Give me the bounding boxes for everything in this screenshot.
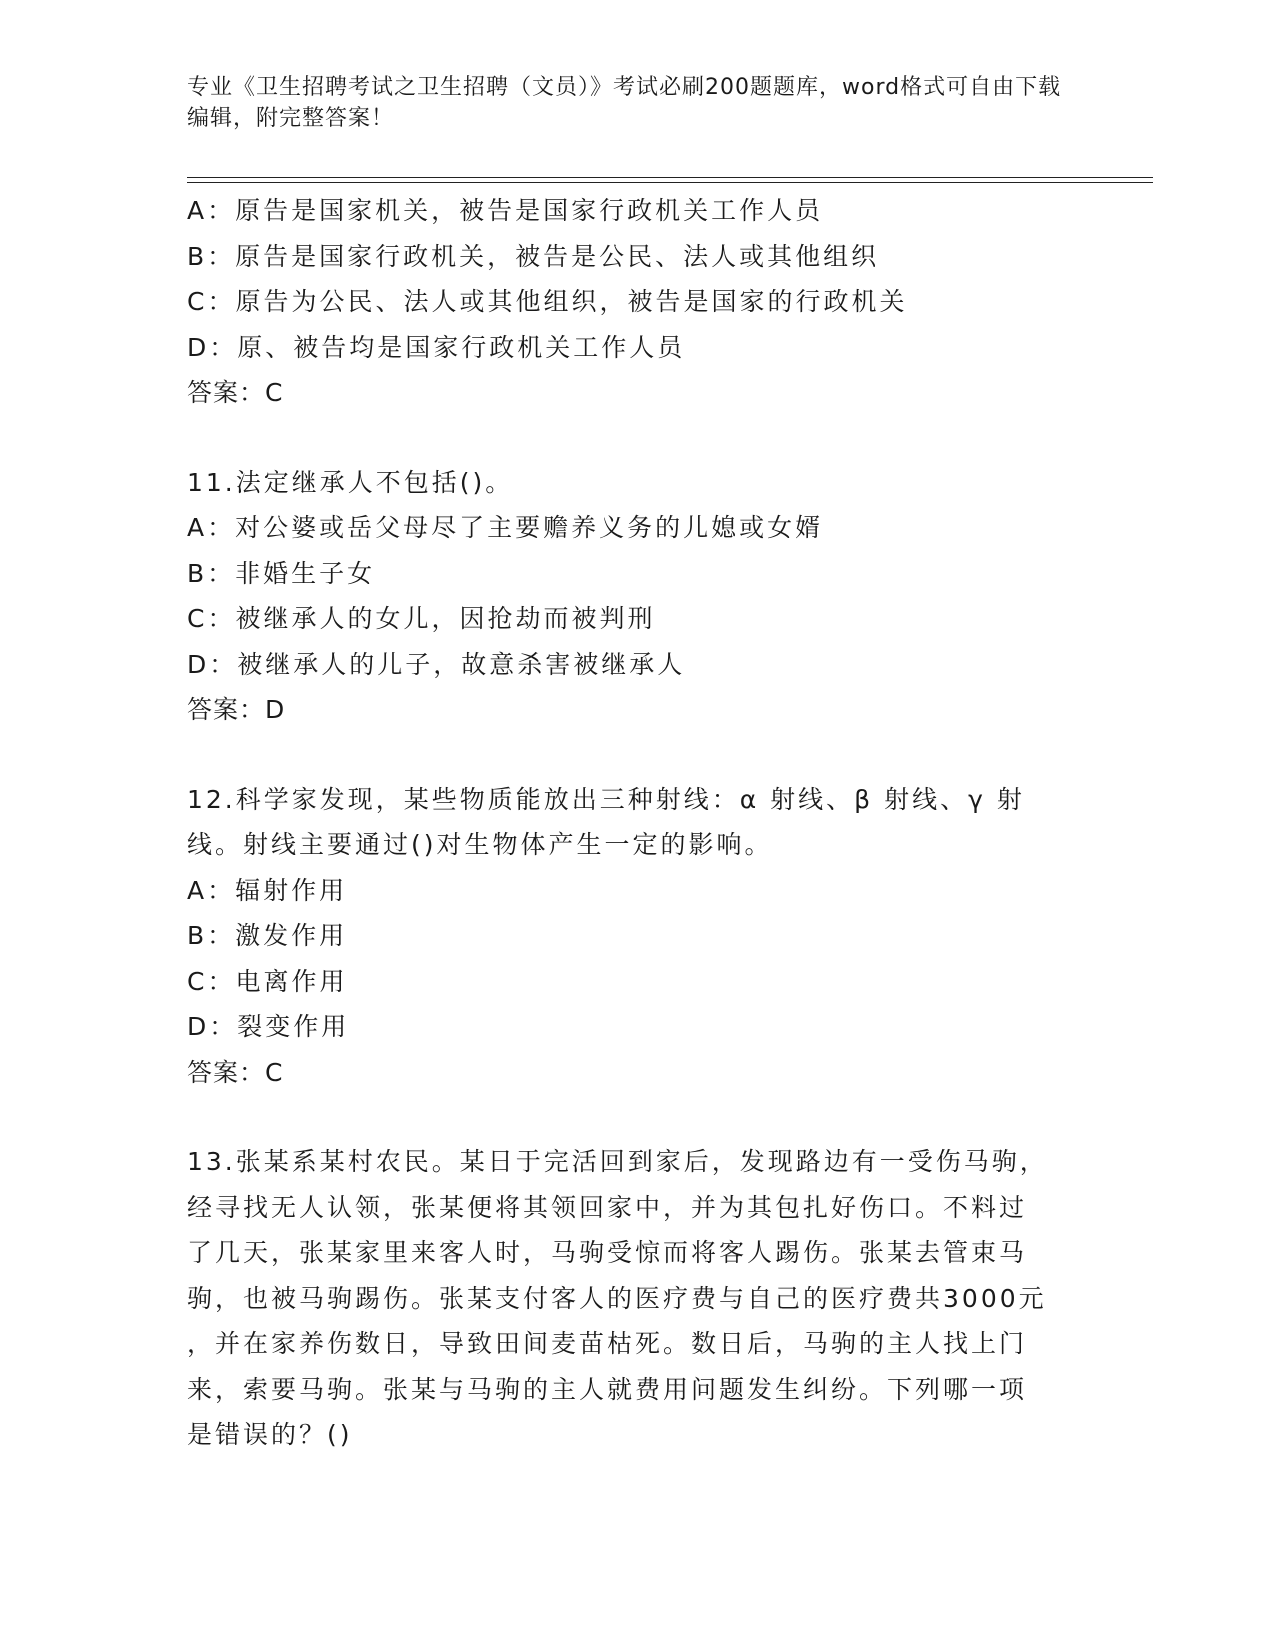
option-d: D：原、被告均是国家行政机关工作人员 (187, 332, 686, 362)
question-11-block (187, 460, 1087, 733)
question-13-block (187, 1139, 1087, 1458)
question-text-line-2: 线。射线主要通过()对生物体产生一定的影响。 (187, 830, 773, 859)
option-b: B：激发作用 (187, 921, 348, 950)
answer-line: 答案：D (187, 695, 286, 724)
question-text-line-1: 12.科学家发现，某些物质能放出三种射线：α 射线、β 射线、γ 射 (187, 784, 1025, 814)
option-c: C：原告为公民、法人或其他组织，被告是国家的行政机关 (187, 287, 908, 316)
question-text-line-5: ，并在家养伤数日，导致田间麦苗枯死。数日后，马驹的主人找上门 (187, 1329, 1028, 1358)
option-a: A：原告是国家机关，被告是国家行政机关工作人员 (187, 196, 824, 225)
question-text-line-1: 13.张某系某村农民。某日于完活回到家后，发现路边有一受伤马驹， (187, 1147, 1048, 1176)
question-10-block (187, 188, 1087, 416)
option-b: B：非婚生子女 (187, 558, 376, 588)
question-12-block (187, 777, 1087, 1096)
option-b: B：原告是国家行政机关，被告是公民、法人或其他组织 (187, 241, 880, 271)
option-d: D：裂变作用 (187, 1012, 350, 1041)
page-header-title: 专业《卫生招聘考试之卫生招聘（文员）》考试必刷200题题库，word格式可自由下载编辑，附完整答案！ (187, 75, 1062, 131)
question-text-line-2: 经寻找无人认领，张某便将其领回家中，并为其包扎好伤口。不料过 (187, 1192, 1028, 1222)
option-c: C：电离作用 (187, 966, 348, 996)
question-text-line-4: 驹，也被马驹踢伤。张某支付客人的医疗费与自己的医疗费共3000元 (187, 1283, 1047, 1313)
header-divider-top (187, 177, 1153, 178)
question-text: 11.法定继承人不包括()。 (187, 467, 514, 497)
question-text-line-7: 是错误的？() (187, 1420, 353, 1449)
option-a: A：对公婆或岳父母尽了主要赡养义务的儿媳或女婿 (187, 513, 824, 542)
option-d: D：被继承人的儿子，故意杀害被继承人 (187, 649, 686, 679)
answer-line: 答案：C (187, 1057, 284, 1087)
question-text-line-6: 来，索要马驹。张某与马驹的主人就费用问题发生纠纷。下列哪一项 (187, 1374, 1028, 1404)
question-text-line-3: 了几天，张某家里来客人时，马驹受惊而将客人踢伤。张某去管束马 (187, 1238, 1028, 1267)
question-content (187, 188, 1087, 1458)
option-c: C：被继承人的女儿，因抢劫而被判刑 (187, 604, 656, 633)
option-a: A：辐射作用 (187, 875, 348, 905)
answer-line: 答案：C (187, 378, 284, 407)
header-divider-bottom (187, 182, 1153, 183)
